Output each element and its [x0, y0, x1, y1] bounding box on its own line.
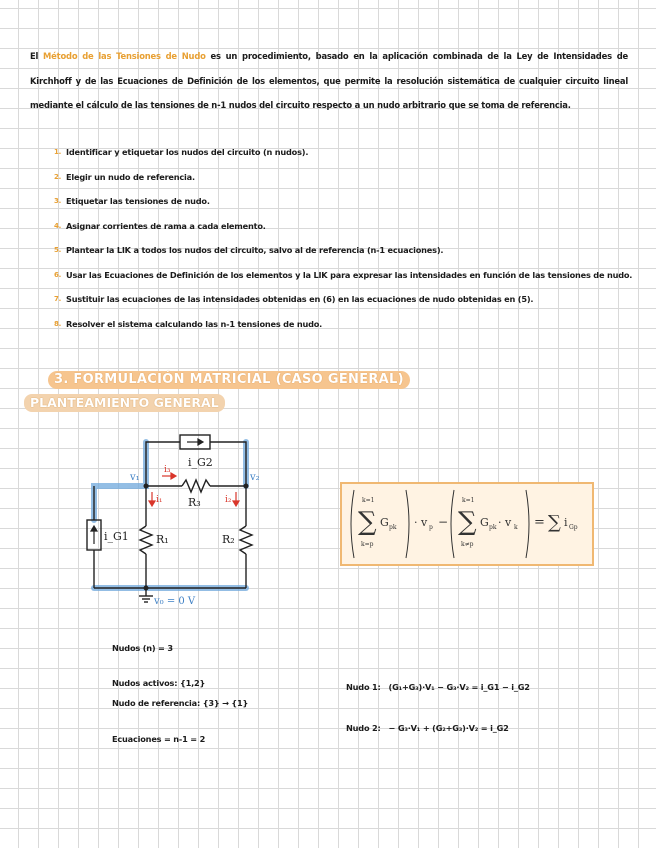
- step-item: [54, 312, 638, 337]
- g-term-2: G: [480, 516, 489, 529]
- note-nudo2: [346, 723, 509, 733]
- note-nudos: Nudos (n) = 3: [112, 643, 173, 653]
- top-wire-left: [146, 442, 180, 486]
- g-sub-1: pk: [389, 524, 397, 531]
- paren-left-1: [351, 490, 354, 558]
- sum-lower-1: k=p: [361, 541, 374, 548]
- g-sub-2: pk: [489, 524, 497, 531]
- section-title: 3. FORMULACIÓN MATRICIAL (CASO GENERAL): [48, 371, 410, 389]
- label-v1: v₁: [130, 472, 140, 483]
- step-item: [54, 140, 638, 165]
- step-text: Resolver el sistema calculando las n-1 tensiones de nudo.: [66, 318, 323, 329]
- top-wire-right: [210, 442, 246, 486]
- note-nudo1: [346, 682, 530, 692]
- formula-box: [340, 482, 594, 566]
- sum-upper-1: k=1: [362, 497, 375, 504]
- note-activos: Nudos activos: {1,2}: [112, 678, 206, 688]
- label-ig1: i_G1: [104, 530, 129, 543]
- nudo2-label: Nudo 2:: [346, 723, 381, 733]
- resistor-r2: [240, 526, 252, 554]
- vk-sub: k: [514, 524, 518, 531]
- i2-arrow-head: [233, 501, 239, 506]
- intro-before: El: [30, 51, 44, 61]
- step-number: 1.: [54, 148, 62, 156]
- step-item: [54, 287, 638, 312]
- paren-left-2: [451, 490, 454, 558]
- step-number: 6.: [54, 270, 62, 279]
- sum-lower-2: k≠p: [461, 541, 474, 548]
- label-i3: i₃: [164, 465, 171, 475]
- step-text: Sustituir las ecuaciones de las intensidades obtenidas en (6) en las ecuaciones de nudo obtenidas en (5).: [66, 294, 534, 304]
- step-number: 8.: [54, 319, 62, 328]
- ig1-arrow-head: [91, 526, 97, 531]
- intro-highlight: Método de las Tensiones de Nudo: [43, 51, 206, 61]
- equals-sign: =: [534, 515, 545, 530]
- circuit-diagram: [84, 430, 274, 615]
- step-number: 2.: [54, 172, 62, 181]
- g-term-1: G: [380, 516, 389, 529]
- step-item: [54, 189, 638, 214]
- step-text: Usar las Ecuaciones de Definición de los elementos y la LIK para expresar las intensidades en función de las tensiones de nudo.: [66, 269, 633, 280]
- nudo1-label: Nudo 1:: [346, 682, 381, 692]
- ig2-arrow-head: [198, 439, 203, 445]
- label-r2: R₂: [222, 533, 235, 546]
- minus-sign: −: [438, 515, 449, 529]
- step-number: 7.: [54, 295, 62, 303]
- label-v2: v₂: [250, 472, 260, 483]
- label-v0: v₀ = 0 V: [154, 596, 196, 607]
- i3-arrow-head: [171, 473, 176, 479]
- label-i1: i₁: [156, 495, 163, 505]
- step-number: 3.: [54, 197, 62, 205]
- vp-sub: p: [429, 524, 433, 531]
- intro-after: es un procedimiento, basado en la aplicación combinada de la Ley de Intensidades de Kirchhoff y de las Ecuaciones de Definición de los elementos, que permite la resolución sistemática de cualquier circuito lineal mediante el cálculo de las tensiones de n-1 nudos del circuito respecto a un nudo arbitrario que se toma de referencia.: [30, 51, 628, 110]
- intro-paragraph: [30, 44, 628, 118]
- step-text: Elegir un nudo de referencia.: [66, 171, 195, 182]
- step-number: 5.: [54, 246, 62, 254]
- i1-arrow-head: [149, 501, 155, 506]
- node-highlights: [94, 442, 246, 588]
- note-ecuaciones: Ecuaciones = n-1 = 2: [112, 734, 206, 744]
- steps-list: [54, 140, 638, 336]
- step-text: Etiquetar las tensiones de nudo.: [66, 196, 210, 206]
- paren-right-1: [406, 490, 409, 558]
- label-r1: R₁: [156, 533, 169, 546]
- step-item: [54, 263, 638, 288]
- step-item: [54, 165, 638, 190]
- ig-sub: Gp: [569, 524, 578, 531]
- sum-upper-2: k=1: [462, 497, 475, 504]
- label-r3: R₃: [188, 496, 201, 509]
- sum-symbol-2: ∑: [458, 507, 477, 537]
- label-ig2: i_G2: [188, 456, 213, 469]
- node-1-dot: [144, 484, 149, 489]
- paren-right-2: [526, 490, 529, 558]
- sum-symbol-1: ∑: [358, 507, 377, 537]
- node-0-dot: [144, 586, 149, 591]
- times-vp: · v: [414, 516, 428, 529]
- sub-title: PLANTEAMIENTO GENERAL: [24, 394, 225, 412]
- circuit-wires: [87, 435, 252, 602]
- node-2-dot: [244, 484, 249, 489]
- resistor-r3: [182, 480, 210, 492]
- step-text: Plantear la LIK a todos los nudos del circuito, salvo al de referencia (n-1 ecuaciones).: [66, 245, 444, 255]
- nudo1-equation: (G₁+G₃)·V₁ − G₃·V₂ = i_G1 − i_G2: [388, 682, 530, 692]
- note-referencia: Nudo de referencia: {3} → {1}: [112, 698, 249, 708]
- nudo2-equation: − G₃·V₁ + (G₂+G₃)·V₂ = i_G2: [388, 723, 509, 733]
- label-i2: i₂: [225, 495, 232, 505]
- ig-term: i: [564, 516, 568, 529]
- step-item: [54, 214, 638, 239]
- step-text: Identificar y etiquetar los nudos del circuito (n nudos).: [66, 147, 309, 157]
- step-text: Asignar corrientes de rama a cada elemento.: [66, 220, 266, 231]
- step-item: [54, 238, 638, 263]
- vk-term: · v: [498, 516, 512, 529]
- formula-svg: [342, 484, 592, 564]
- step-number: 4.: [54, 221, 62, 230]
- resistor-r1: [140, 526, 152, 554]
- sum-symbol-3: ∑: [548, 512, 561, 533]
